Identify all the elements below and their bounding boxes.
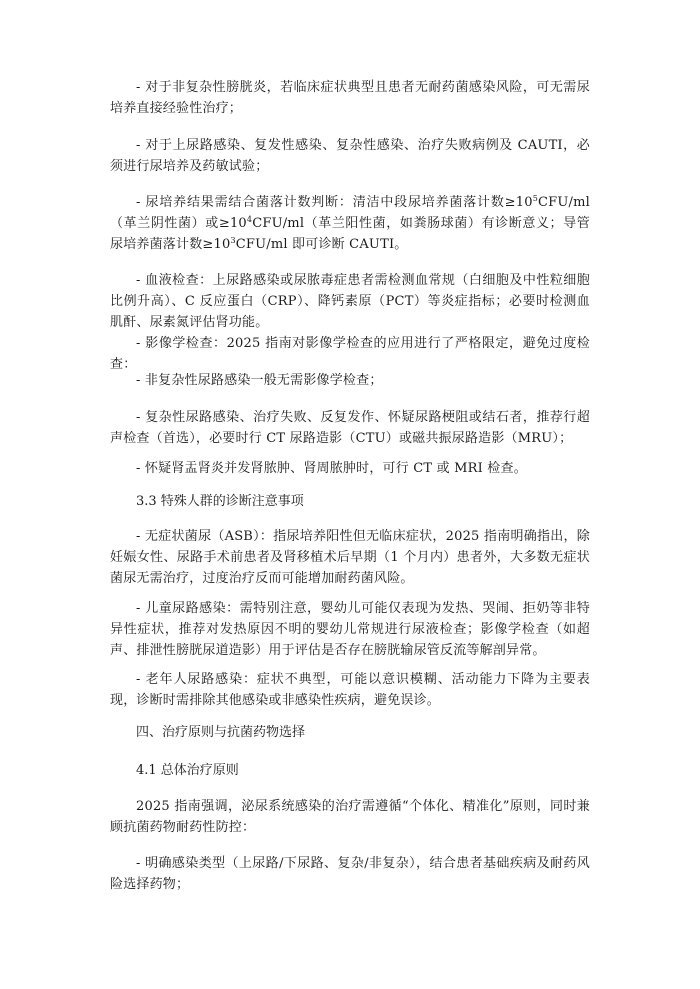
paragraph-ultrasound	[110, 407, 590, 449]
heading-text: 4.1 总体治疗原则	[136, 763, 239, 778]
paragraph-individualized	[110, 796, 590, 838]
paragraph-text: 2025 指南强调，泌尿系统感染的治疗需遵循“个体化、精准化”原则，同时兼顾抗菌药物耐药性防控：	[110, 799, 590, 835]
paragraph-uncomplicated-cystitis	[110, 77, 590, 119]
paragraph-infection-type	[110, 853, 590, 895]
superscript-exponent: 4	[246, 215, 253, 224]
paragraph-elderly	[110, 669, 590, 711]
paragraph-text: - 对于上尿路感染、复发性感染、复杂性感染、治疗失败病例及 CAUTI，必须进行尿培养及药敏试验；	[110, 138, 590, 174]
paragraph-asb	[110, 526, 590, 589]
paragraph-no-imaging	[110, 370, 590, 391]
paragraph-text: - 对于非复杂性膀胱炎，若临床症状典型且患者无耐药菌感染风险，可无需尿培养直接经验性治疗；	[110, 80, 590, 116]
paragraph-text: CFU/ml（革兰阴性菌）或≥10	[110, 195, 590, 231]
paragraph-text: - 非复杂性尿路感染一般无需影像学检查；	[136, 373, 383, 388]
paragraph-text: - 影像学检查：2025 指南对影像学检查的应用进行了严格限定，避免过度检查：	[110, 336, 590, 372]
paragraph-text: - 尿培养结果需结合菌落计数判断：清洁中段尿培养菌落计数≥10	[136, 195, 533, 210]
section-heading-4-1	[110, 760, 590, 781]
paragraph-text: - 明确感染类型（上尿路/下尿路、复杂/非复杂），结合患者基础疾病及耐药风险选择药物；	[110, 856, 590, 892]
paragraph-blood-test	[110, 270, 590, 333]
paragraph-text: CFU/ml 即可诊断 CAUTI。	[235, 237, 408, 252]
superscript-exponent: 3	[230, 236, 236, 245]
section-heading-3-3	[110, 491, 590, 512]
paragraph-imaging	[110, 333, 590, 375]
paragraph-colony-count	[110, 192, 590, 255]
heading-text: 四、治疗原则与抗菌药物选择	[136, 725, 306, 740]
paragraph-text: - 怀疑肾盂肾炎并发肾脓肿、肾周脓肿时，可行 CT 或 MRI 检查。	[136, 461, 527, 476]
superscript-exponent: 5	[532, 194, 538, 203]
section-heading-4	[110, 722, 590, 743]
paragraph-text: - 儿童尿路感染：需特别注意，婴幼儿可能仅表现为发热、哭闹、拒奶等非特异性症状，推荐对发热原因不明的婴幼儿常规进行尿液检查；影像学检查（如超声、排泄性膀胱尿道造影）用于评估是否存在膀胱输尿管反流等解剖异常。	[110, 601, 590, 658]
paragraph-text: - 无症状菌尿（ASB）：指尿培养阳性但无临床症状，2025 指南明确指出，除妊娠女性、尿路手术前患者及肾移植术后早期（1 个月内）患者外，大多数无症状菌尿无需治疗，过度治疗反而可能增加耐药菌风险。	[110, 529, 590, 586]
paragraph-text: - 血液检查：上尿路感染或尿脓毒症患者需检测血常规（白细胞及中性粒细胞比例升高）、C 反应蛋白（CRP）、降钙素原（PCT）等炎症指标；必要时检测血肌酐、尿素氮评估肾功能。	[110, 273, 590, 330]
paragraph-children	[110, 598, 590, 661]
paragraph-text: - 老年人尿路感染：症状不典型，可能以意识模糊、活动能力下降为主要表现，诊断时需排除其他感染或非感染性疾病，避免误诊。	[110, 672, 590, 708]
heading-text: 3.3 特殊人群的诊断注意事项	[136, 494, 304, 509]
paragraph-urine-culture-required	[110, 135, 590, 177]
paragraph-text: - 复杂性尿路感染、治疗失败、反复发作、怀疑尿路梗阻或结石者，推荐行超声检查（首选），必要时行 CT 尿路造影（CTU）或磁共振尿路造影（MRU）；	[110, 410, 590, 446]
paragraph-ct-mri	[110, 458, 590, 479]
paragraph-text: CFU/ml（革兰阳性菌，如粪肠球菌）有诊断意义；导管尿培养菌落计数≥10	[110, 216, 590, 252]
